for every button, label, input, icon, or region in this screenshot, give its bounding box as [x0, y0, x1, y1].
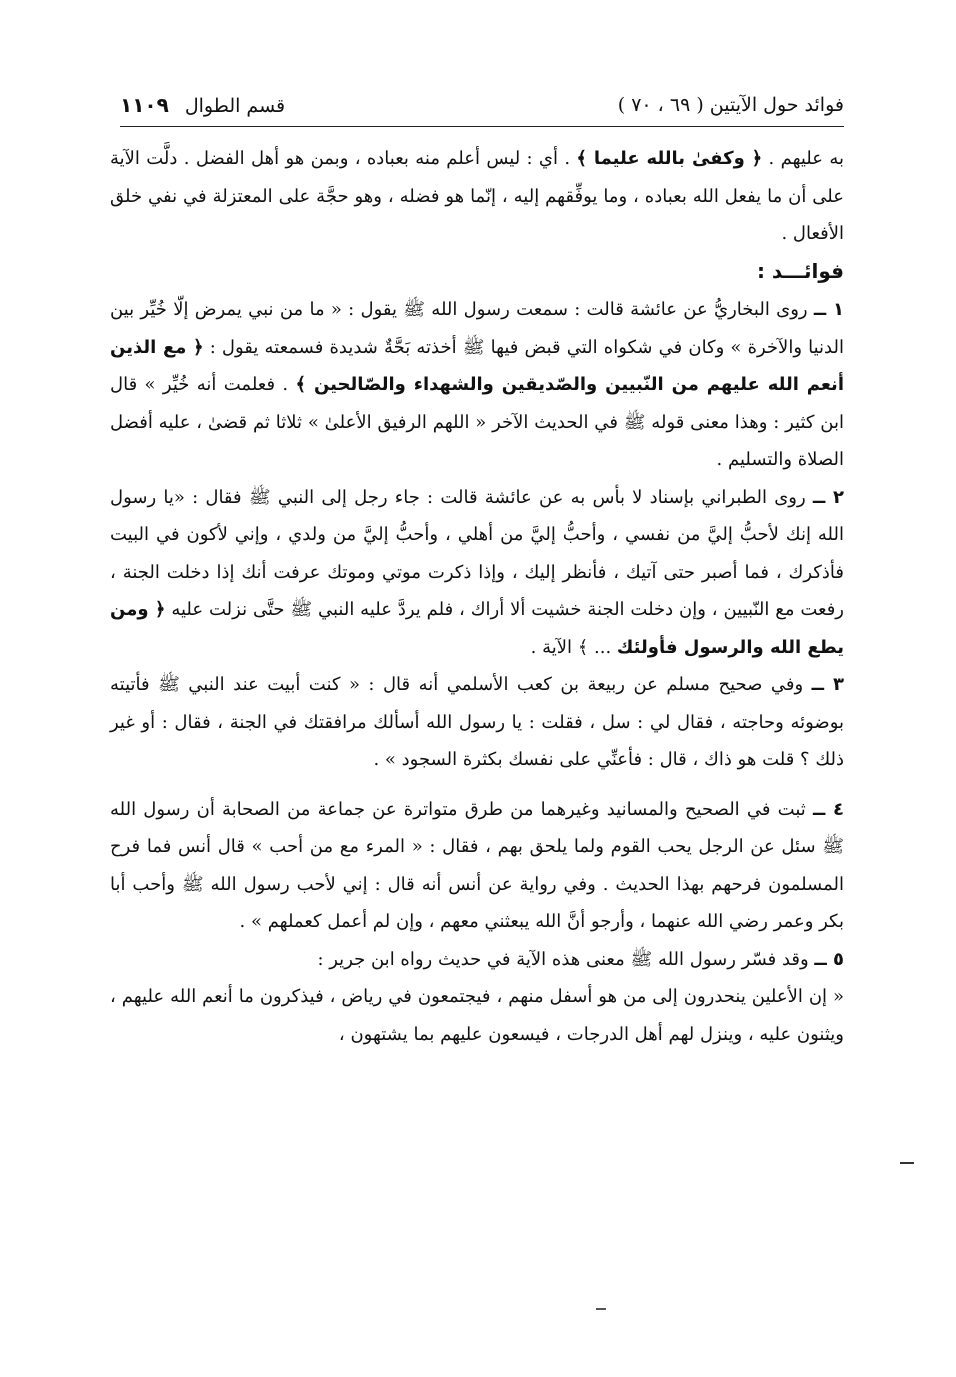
benefit-2-number: ٢ ــ: [812, 486, 844, 508]
running-header: [120, 84, 844, 127]
benefit-5: [110, 941, 844, 979]
benefit-5-text: وقد فسّر رسول الله ﷺ معنى هذه الآية في حديث رواه ابن جرير :: [317, 948, 815, 970]
benefit-2-text-b: ... ﴾ الآية .: [530, 636, 617, 658]
benefit-3-text: وفي صحيح مسلم عن ربيعة بن كعب الأسلمي أنه قال : « كنت أبيت عند النبي ﷺ فأتيته بوضوئه وحاجته ، فقال لي : سل ، فقلت : يا رسول الله أسألك مرافقتك في الجنة ، فقال : أو غير ذلك ؟ قلت هو ذاك ، قال : فأعنِّي على نفسك بكثرة السجود » .: [110, 674, 844, 770]
footer-mark: [596, 1308, 606, 1310]
benefit-2-quran-quote: ﴿ ومن يطع الله والرسول فأولئك: [110, 599, 844, 658]
benefit-2: [110, 479, 844, 667]
intro-paragraph: [110, 140, 844, 253]
benefit-4: [110, 791, 844, 941]
benefit-4-number: ٤ ــ: [812, 798, 845, 820]
margin-mark: [900, 1162, 914, 1164]
benefit-1-number: ١ ــ: [813, 299, 844, 320]
fawaid-heading: فوائـــد :: [756, 258, 844, 283]
intro-text-a: به عليهم .: [762, 148, 844, 169]
header-title: فوائد حول الآيتين ( ٦٩ ، ٧٠ ): [617, 94, 844, 116]
benefit-5-number: ٥ ــ: [814, 948, 844, 970]
intro-text-b: . أي : ليس أعلم منه بعباده ، وبمن هو أهل الفضل . دلَّت الآية على أن ما يفعل الله بعباده ، وما يوفِّقهم إليه ، إنّما هو فضله ، وهو حجَّة على المعتزلة في نفي خلق الأفعال .: [110, 148, 844, 244]
intro-quran-quote: ﴿ وكفىٰ بالله عليما ﴾: [576, 148, 763, 169]
page-body: [110, 140, 844, 1053]
fawaid-heading-line: [110, 253, 844, 292]
benefit-1-quran-quote: ﴿ مع الذين أنعم الله عليهم من النّبيين والصّديقين والشهداء والصّالحين ﴾: [110, 336, 844, 395]
benefit-1-text-b: . فعلمت أنه خُيِّر » قال ابن كثير : وهذا معنى قوله ﷺ في الحديث الآخر « اللهم الرفيق الأعلىٰ » ثلاثا ثم قضىٰ ، عليه أفضل الصلاة والتسليم .: [110, 374, 844, 470]
benefit-3: [110, 666, 844, 779]
header-section-label: قسم الطوال: [184, 95, 286, 117]
benefit-3-number: ٣ ــ: [811, 674, 844, 695]
benefit-5-quote: « إن الأعلين ينحدرون إلى من هو أسفل منهم ، فيجتمعون في رياض ، فيذكرون ما أنعم الله عليهم ، ويثنون عليه ، وينزل لهم أهل الدرجات ، فيسعون عليهم بما يشتهون ،: [110, 986, 844, 1045]
page-number: ١١٠٩: [120, 93, 169, 117]
benefit-2-text-a: روى الطبراني بإسناد لا بأس به عن عائشة قالت : جاء رجل إلى النبي ﷺ فقال : «يا رسول الله إنك لأحبُّ إليَّ من نفسي ، وأحبُّ إليَّ من أهلي ، وأحبُّ إليَّ من ولدي ، وإني لأكون في البيت فأذكرك ، فما أصبر حتى آتيك ، فأنظر إليك ، وإذا ذكرت موتي وموتك عرفت أنك إذا دخلت الجنة ، رفعت مع النّبيين ، وإن دخلت الجنة خشيت ألا أراك ، فلم يردَّ عليه النبي ﷺ حتَّى نزلت عليه: [110, 486, 844, 620]
benefit-4-text: ثبت في الصحيح والمسانيد وغيرهما من طرق متواترة عن جماعة من الصحابة أن رسول الله ﷺ سئل عن الرجل يحب القوم ولما يلحق بهم ، فقال : « المرء مع من أحب » قال أنس فما فرح المسلمون فرحهم بهذا الحديث . وفي رواية عن أنس أنه قال : إني لأحب رسول الله ﷺ وأحب أبا بكر وعمر رضي الله عنهما ، وأرجو أنَّ الله يبعثني معهم ، وإن لم أعمل كعملهم » .: [110, 798, 844, 932]
header-section: [120, 93, 285, 117]
benefit-1: [110, 291, 844, 479]
benefit-1-text-a: روى البخاريُّ عن عائشة قالت : سمعت رسول الله ﷺ يقول : « ما من نبي يمرض إلّا خُيِّر بين الدنيا والآخرة » وكان في شكواه التي قبض فيها ﷺ أخذته بَحَّةٌ شديدة فسمعته يقول :: [110, 299, 844, 358]
